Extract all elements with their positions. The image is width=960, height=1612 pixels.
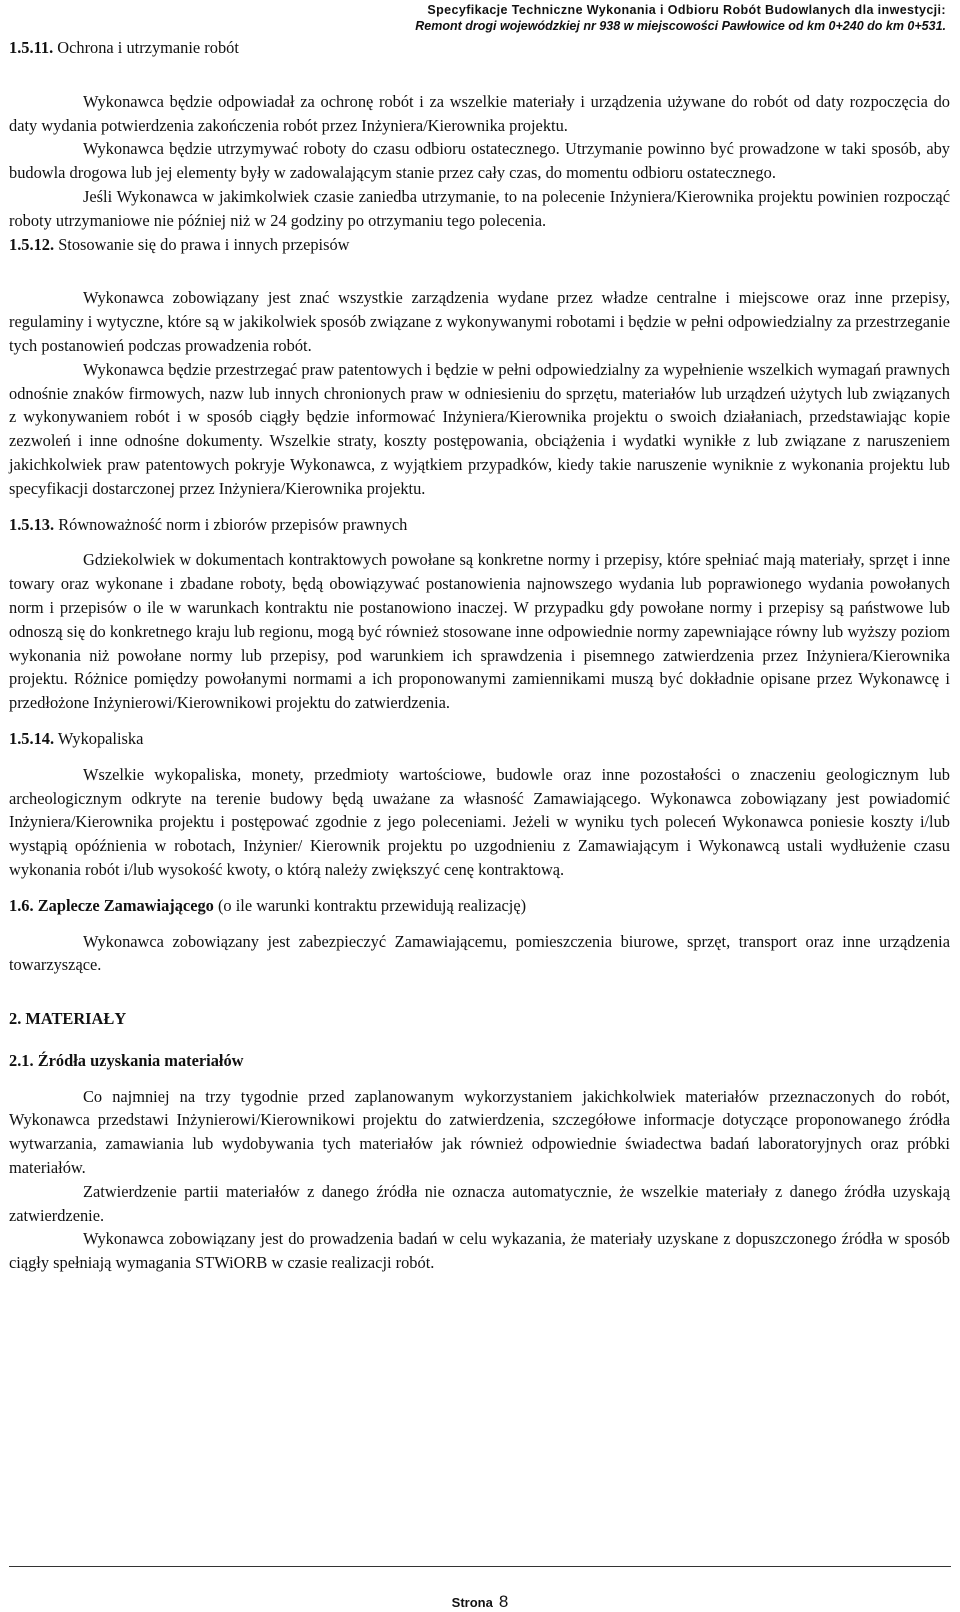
section-note: (o ile warunki kontraktu przewidują realizację) — [217, 895, 527, 915]
section-heading-1-5-11 — [9, 36, 950, 60]
running-header — [415, 2, 946, 34]
section-number: 1.5.14. — [9, 728, 55, 748]
page-number: 8 — [498, 1592, 509, 1611]
paragraph: Wykonawca będzie przestrzegać praw patentowych i będzie w pełni odpowiedzialny za wypełnienie wszelkich wymagań prawnych odnośnie znaków firmowych, nazw lub innych chronionych praw w odniesieniu do sprzętu, materiałów lub urządzeń użytych lub związanych z wykonywaniem robót i w sposób ciągły będzie informować Inżyniera/Kierownika projektu o swoich działaniach, przedstawiając kopie zezwoleń i inne odnośne dokumenty. Wszelkie straty, koszty postępowania, obciążenia i wydatki wynikłe z lub związane z naruszeniem jakichkolwiek praw patentowych pokryje Wykonawca, z wyjątkiem przypadków, kiedy takie naruszenie wyniknie z wykonania projektu lub specyfikacji dostarczonej przez Inżyniera/Kierownika projektu. — [9, 359, 950, 498]
paragraph: Wszelkie wykopaliska, monety, przedmioty wartościowe, budowle oraz inne pozostałości o znaczeniu geologicznym lub archeologicznym odkryte na terenie budowy będą uważane za własność Zamawiającego. Wykonawca zobowiązany jest powiadomić Inżyniera/Kierownika projektu i postępować zgodnie z jego poleceniami. Jeżeli w wyniku tych poleceń Wykonawca poniesie koszty i/lub wystąpią opóźnienia w robotach, Inżynier/ Kierownik projektu po uzgodnieniu z Zamawiającym i Wykonawcą ustali wydłużenie czasu wykonania robót i/lub wysokość kwoty, o którą należy zwiększyć cenę kontraktową. — [9, 764, 950, 879]
paragraph: Wykonawca zobowiązany jest zabezpieczyć Zamawiającemu, pomieszczenia biurowe, sprzęt, transport oraz inne urządzenia towarzyszące. — [9, 931, 950, 975]
section-number: 1.5.13. — [9, 514, 55, 534]
chapter-heading-materialy — [9, 1007, 950, 1031]
paragraph: Co najmniej na trzy tygodnie przed zaplanowanym wykorzystaniem jakichkolwiek materiałów przeznaczonych do robót, Wykonawca przedstawi Inżynierowi/Kierownikowi projektu do zatwierdzenia, szczegółowe informacje dotyczące proponowanego źródła wytwarzania, zamawiania lub wydobywania tych materiałów jak również odpowiednie świadectwa badań laboratoryjnych oraz próbki materiałów. — [9, 1086, 950, 1178]
paragraph: Wykonawca będzie odpowiadał za ochronę robót i za wszelkie materiały i urządzenia używane do robót od daty rozpoczęcia do daty wydania potwierdzenia zakończenia robót przez Inżyniera/Kierownika projektu. — [9, 91, 950, 135]
section-heading-2-1 — [9, 1049, 950, 1073]
paragraph: Jeśli Wykonawca w jakimkolwiek czasie zaniedba utrzymanie, to na polecenie Inżyniera/Kierownika projektu powinien rozpocząć roboty utrzymaniowe nie później niż w 24 godziny po otrzymaniu tego polecenia. — [9, 186, 950, 230]
paragraph: Zatwierdzenie partii materiałów z danego źródła nie oznacza automatycznie, że wszelkie materiały z danego źródła uzyskają zatwierdzenie. — [9, 1181, 950, 1225]
header-subtitle: Remont drogi wojewódzkiej nr 938 w miejscowości Pawłowice od km 0+240 do km 0+531. — [415, 19, 946, 33]
header-title: Specyfikacje Techniczne Wykonania i Odbioru Robót Budowlanych dla inwestycji: — [427, 3, 946, 17]
section-number: 1.5.11. — [9, 38, 54, 57]
paragraph: Wykonawca będzie utrzymywać roboty do czasu odbioru ostatecznego. Utrzymanie powinno być prowadzone w taki sposób, aby budowla drogowa lub jej elementy były w zadowalającym stanie przez cały czas, do momentu odbioru ostatecznego. — [9, 139, 950, 183]
section-title: Źródła uzyskania materiałów — [37, 1050, 244, 1070]
section-title: Równoważność norm i zbiorów przepisów prawnych — [58, 514, 408, 534]
footer-rule — [9, 1566, 951, 1567]
paragraph: Wykonawca zobowiązany jest znać wszystkie zarządzenia wydane przez władze centralne i miejscowe oraz inne przepisy, regulaminy i wytyczne, które są w jakikolwiek sposób związane z wykonywanymi robotami i będzie w pełni odpowiedzialny za przestrzeganie tych postanowień podczas prowadzenia robót. — [9, 288, 950, 355]
section-heading-1-5-13 — [9, 513, 950, 537]
page-footer — [0, 1592, 960, 1612]
document-body — [9, 36, 950, 1275]
section-number: 2.1. — [9, 1050, 34, 1070]
section-number: 1.6. — [9, 895, 34, 915]
chapter-title: 2. MATERIAŁY — [9, 1009, 127, 1029]
paragraph: Wykonawca zobowiązany jest do prowadzenia badań w celu wykazania, że materiały uzyskane z dopuszczonego źródła w sposób ciągły spełniają wymagania STWiORB w czasie realizacji robót. — [9, 1229, 950, 1273]
paragraph: Gdziekolwiek w dokumentach kontraktowych powołane są konkretne normy i przepisy, które spełniać mają materiały, sprzęt i inne towary oraz wykonane i zbadane roboty, będą obowiązywać postanowienia najnowszego wydania lub poprawionego wydania powołanych norm i przepisów o ile w warunkach kontraktu nie postanowiono inaczej. W przypadku gdy powołane normy i przepisy są państwowe lub odnoszą się do konkretnego kraju lub regionu, mogą być również stosowane inne odpowiednie normy zapewniające równy lub wyższy poziom wykonania niż powołane normy lub przepisy, pod warunkiem ich sprawdzenia i pisemnego zatwierdzenia przez Inżyniera/Kierownika projektu. Różnice pomiędzy powołanymi normami a ich proponowanymi zamiennikami muszą być dokładnie opisane przez Wykonawcę i przedłożone Inżynierowi/Kierownikowi projektu do zatwierdzenia. — [9, 550, 950, 713]
section-title: Stosowanie się do prawa i innych przepisów — [58, 234, 350, 254]
section-heading-1-5-12 — [9, 233, 950, 257]
section-heading-1-6 — [9, 894, 950, 918]
page-label: Strona — [451, 1595, 493, 1610]
section-title: Wykopaliska — [57, 728, 144, 748]
section-title: Ochrona i utrzymanie robót — [57, 38, 239, 57]
section-number: 1.5.12. — [9, 234, 55, 254]
section-title: Zaplecze Zamawiającego — [37, 895, 214, 915]
section-heading-1-5-14 — [9, 727, 950, 751]
